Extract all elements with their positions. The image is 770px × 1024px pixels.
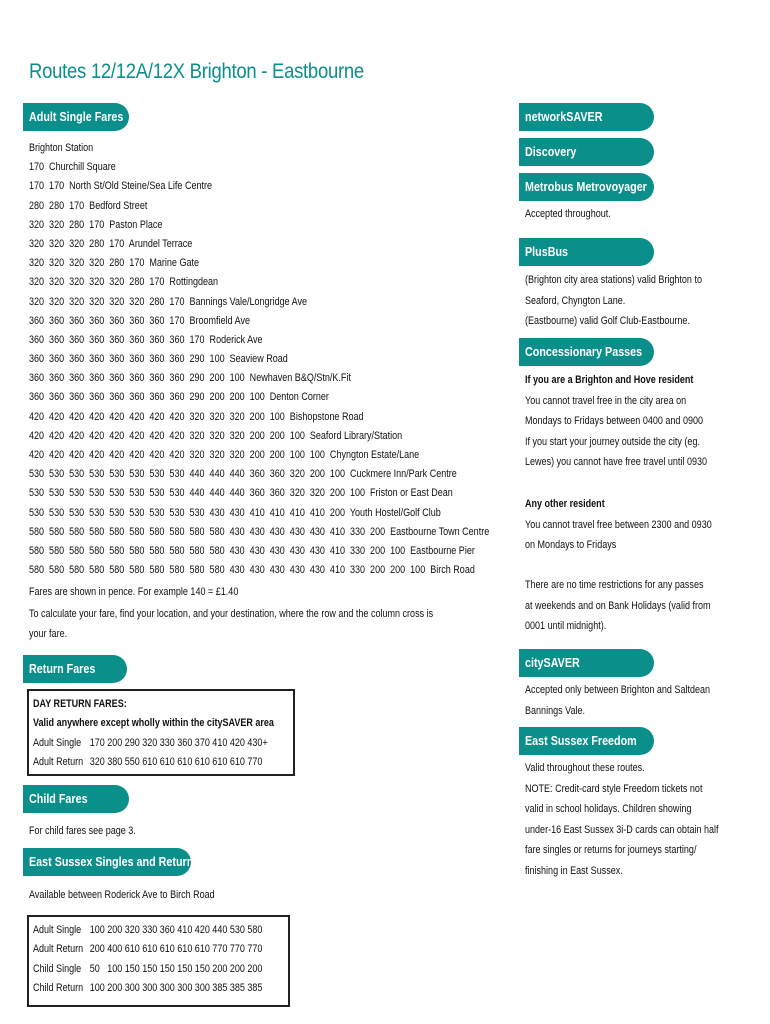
fare-value: 770 (229, 943, 245, 956)
fare-row: 280 280 170 Bedford Street (29, 199, 148, 212)
fare-value: 385 (247, 982, 263, 995)
fare-value: 300 (194, 982, 210, 995)
day-return-validity: Valid anywhere except wholly within the citySAVER area (33, 717, 274, 729)
east-sussex-row (33, 920, 265, 940)
fare-value: 610 (124, 943, 140, 956)
accepted-throughout-text: Accepted throughout. (525, 208, 611, 220)
fare-value: 150 (142, 962, 158, 975)
concessionary-passes-heading: Concessionary Passes (519, 338, 654, 366)
fare-value: 200 (107, 982, 123, 995)
east-sussex-row (33, 979, 265, 999)
fare-instructions-cont: your fare. (29, 628, 68, 640)
row-label: Adult Return (33, 943, 84, 956)
fare-value: 380 (107, 756, 123, 769)
fare-value: 200 (229, 962, 245, 975)
fare-value: 420 (229, 736, 245, 749)
citysaver-text: Accepted only between Brighton and Saltdean Bannings Vale. (525, 684, 711, 717)
fare-row: 360 360 360 360 360 360 360 360 290 200 100 Newhaven B&Q/Stn/K.Fit (29, 372, 351, 385)
fare-row: 360 360 360 360 360 360 360 360 290 200 200 100 Denton Corner (29, 391, 329, 404)
fare-value: 100 (89, 982, 105, 995)
fare-value: 200 (247, 962, 263, 975)
row-label: Adult Single (33, 923, 82, 936)
plusbus-text: (Brighton city area stations) valid Brighton to Seaford, Chyngton Lane. (Eastbourne) valid Golf Club-Eastbourne. (525, 274, 702, 327)
fare-value: 610 (212, 756, 228, 769)
plusbus-heading: PlusBus (519, 238, 654, 266)
fare-value: 430+ (247, 736, 268, 749)
fare-row: 580 580 580 580 580 580 580 580 580 580 430 430 430 430 430 410 330 200 Eastbourne Town Centre (29, 525, 490, 538)
fare-row: 530 530 530 530 530 530 530 530 440 440 440 360 360 320 320 200 100 Friston or East Dean (29, 487, 453, 500)
fare-value: 610 (142, 756, 158, 769)
east-sussex-availability: Available between Roderick Ave to Birch Road (29, 889, 215, 901)
day-return-title: DAY RETURN FARES: (33, 698, 127, 710)
fare-row: 360 360 360 360 360 360 360 360 290 100 Seaview Road (29, 353, 288, 366)
fare-row: Brighton Station (29, 142, 94, 154)
fare-value: 770 (247, 943, 263, 956)
fare-instructions: To calculate your fare, find your location, and your destination, where the row and the column cross is (29, 608, 434, 620)
fare-row: 530 530 530 530 530 530 530 530 530 430 430 410 410 410 410 200 Youth Hostel/Golf Club (29, 506, 441, 519)
fare-value: 610 (159, 756, 175, 769)
brighton-resident-text: If you are a Brighton and Hove resident You cannot travel free in the city area on Mondays to Fridays between 0400 and 0900 If you start your journey outside the city (eg. Lewes) you cannot have free travel until 0930 (525, 374, 708, 468)
fare-value: 610 (194, 943, 210, 956)
east-sussex-fares-box (27, 915, 290, 1007)
fare-row: 320 320 320 320 320 280 170 Rottingdean (29, 276, 219, 289)
adult-single-fare-table (29, 139, 590, 580)
fare-value: 320 (142, 736, 158, 749)
east-sussex-fares-table (33, 920, 286, 998)
fare-value: 320 (124, 923, 140, 936)
fare-value: 610 (177, 943, 193, 956)
child-fares-text: For child fares see page 3. (29, 825, 136, 837)
fare-value: 50 (89, 962, 100, 975)
fare-value: 420 (194, 923, 210, 936)
east-sussex-freedom-heading: East Sussex Freedom (519, 727, 654, 755)
day-return-row (33, 753, 270, 773)
fare-value: 770 (247, 756, 263, 769)
fare-value: 385 (229, 982, 245, 995)
row-label: Adult Single (33, 736, 82, 749)
fare-value: 360 (159, 923, 175, 936)
fare-value: 170 (89, 736, 105, 749)
citysaver-heading: citySAVER (519, 649, 654, 677)
east-sussex-singles-heading: East Sussex Singles and Returns (23, 848, 191, 876)
day-return-row (33, 733, 270, 753)
fare-value: 610 (142, 943, 158, 956)
fare-row: 320 320 320 320 320 320 280 170 Bannings Vale/Longridge Ave (29, 295, 308, 308)
fare-value: 410 (212, 736, 228, 749)
fare-value: 610 (177, 756, 193, 769)
fare-value: 300 (177, 982, 193, 995)
child-fares-heading: Child Fares (23, 785, 129, 813)
fare-value: 610 (229, 756, 245, 769)
east-sussex-row (33, 959, 265, 979)
row-label: Child Single (33, 962, 82, 975)
fares-note: Fares are shown in pence. For example 140 = £1.40 (29, 586, 239, 598)
fare-value: 370 (194, 736, 210, 749)
row-label: Adult Return (33, 756, 84, 769)
fare-value: 530 (229, 923, 245, 936)
fare-value: 320 (89, 756, 105, 769)
fare-value: 410 (177, 923, 193, 936)
row-label: Child Return (33, 982, 84, 995)
fare-value: 770 (212, 943, 228, 956)
fare-value: 610 (194, 756, 210, 769)
fare-row: 360 360 360 360 360 360 360 360 170 Roderick Ave (29, 333, 263, 346)
fare-value: 300 (124, 982, 140, 995)
fare-value: 400 (107, 943, 123, 956)
other-resident-text: Any other resident You cannot travel free between 2300 and 0930 on Mondays to Fridays (525, 498, 712, 551)
fare-value: 100 (89, 923, 105, 936)
fare-row: 170 Churchill Square (29, 161, 116, 174)
day-return-table (33, 733, 291, 772)
fare-row: 420 420 420 420 420 420 420 420 320 320 320 200 200 100 Seaford Library/Station (29, 429, 403, 442)
fare-value: 150 (159, 962, 175, 975)
fare-value: 360 (177, 736, 193, 749)
fare-row: 320 320 320 280 170 Arundel Terrace (29, 237, 193, 250)
fare-value: 200 (212, 962, 228, 975)
fare-row: 420 420 420 420 420 420 420 420 320 320 320 200 100 Bishopstone Road (29, 410, 364, 423)
discovery-heading: Discovery (519, 138, 654, 166)
fare-value: 150 (177, 962, 193, 975)
fare-row: 420 420 420 420 420 420 420 420 320 320 320 200 200 100 100 Chyngton Estate/Lane (29, 449, 420, 461)
fare-value: 150 (124, 962, 140, 975)
fare-value: 200 (107, 923, 123, 936)
fare-row: 580 580 580 580 580 580 580 580 580 580 430 430 430 430 430 410 330 200 100 Eastbourne Pier (29, 544, 475, 557)
fare-value: 330 (159, 736, 175, 749)
fare-value: 330 (142, 923, 158, 936)
east-sussex-row (33, 940, 265, 960)
fare-value: 385 (212, 982, 228, 995)
fare-value: 440 (212, 923, 228, 936)
day-return-fares-box (27, 689, 295, 776)
east-sussex-freedom-text: Valid throughout these routes. NOTE: Credit-card style Freedom tickets not valid in school holidays. Children showing under-16 East Sussex 3i-D cards can obtain half fare singles or returns for journeys starting/ finishing in East Sussex. (525, 762, 719, 877)
adult-single-fares-heading: Adult Single Fares (23, 103, 129, 131)
fare-value: 610 (159, 943, 175, 956)
fare-row: 360 360 360 360 360 360 360 170 Broomfield Ave (29, 314, 251, 327)
fare-value: 300 (159, 982, 175, 995)
fare-value: 150 (194, 962, 210, 975)
page-title: Routes 12/12A/12X Brighton - Eastbourne (29, 60, 364, 83)
weekend-restrictions-text: There are no time restrictions for any passes at weekends and on Bank Holidays (valid from 0001 until midnight). (525, 579, 711, 632)
fare-value: 200 (107, 736, 123, 749)
fare-value: 290 (124, 736, 140, 749)
return-fares-heading: Return Fares (23, 655, 127, 683)
networksaver-heading: networkSAVER (519, 103, 654, 131)
fare-row: 320 320 320 320 280 170 Marine Gate (29, 257, 200, 270)
fare-value: 580 (247, 923, 263, 936)
fare-row: 170 170 North St/Old Steine/Sea Life Centre (29, 180, 213, 193)
fare-row: 580 580 580 580 580 580 580 580 580 580 430 430 430 430 430 410 330 200 200 100 Birch Road (29, 564, 475, 577)
fare-value: 100 (107, 962, 123, 975)
metrobus-heading: Metrobus Metrovoyager (519, 173, 654, 201)
fare-value: 200 (89, 943, 105, 956)
fare-row: 530 530 530 530 530 530 530 530 440 440 440 360 360 320 200 100 Cuckmere Inn/Park Centre (29, 468, 457, 481)
fare-row: 320 320 280 170 Paston Place (29, 218, 163, 231)
fare-value: 300 (142, 982, 158, 995)
fare-value: 550 (124, 756, 140, 769)
